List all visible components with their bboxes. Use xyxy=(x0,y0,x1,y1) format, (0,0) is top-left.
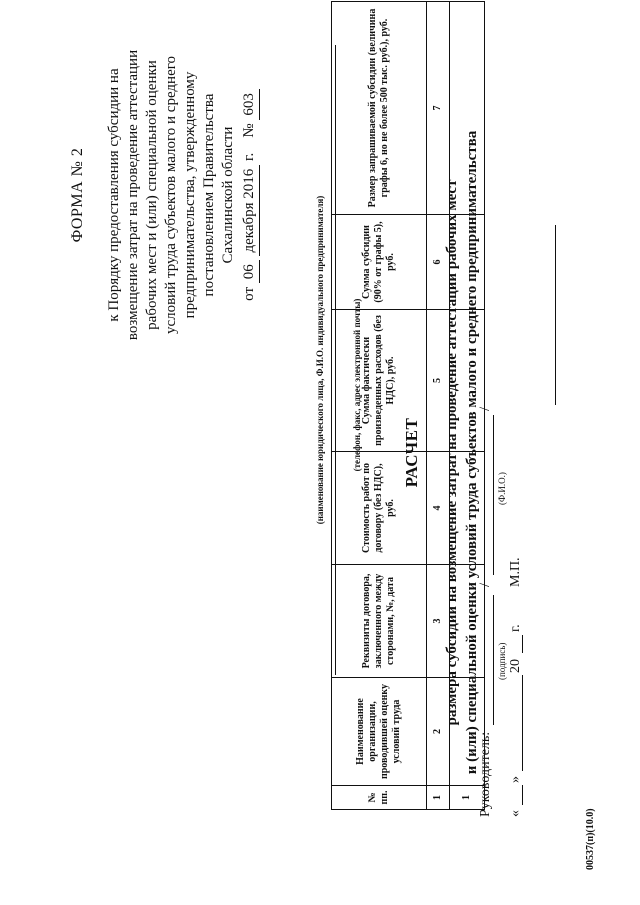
year-suffix: г. xyxy=(508,624,523,632)
header-line: рабочих мест и (или) специальной оценки xyxy=(144,60,160,330)
date-prefix: от xyxy=(241,286,257,301)
table-cell[interactable] xyxy=(450,215,485,310)
header-line: Сахалинской области xyxy=(220,126,236,264)
row-number: 1 xyxy=(450,786,485,810)
form-header xyxy=(68,45,260,345)
title-line-1: размера субсидии на возмещение затрат на проведение аттестации рабочих мест xyxy=(444,179,460,726)
date-suffix: г. xyxy=(241,152,257,161)
table-header-cell: Сумма фактически произведенных расходов (без НДС), руб. xyxy=(332,310,427,452)
title-main: РАСЧЕТ xyxy=(402,417,421,488)
fio-caption: (Ф.И.О.) xyxy=(497,472,507,505)
date-quote-close: » xyxy=(508,776,523,783)
name-caption: (наименование юридического лица, Ф.И.О. индивидуального предпринимателя) xyxy=(315,195,325,525)
table-header-cell: Стоимость работ по договору (без НДС), руб. xyxy=(332,452,427,565)
table-cell[interactable] xyxy=(450,565,485,678)
column-number: 6 xyxy=(427,215,450,310)
header-line: постановлением Правительства xyxy=(201,93,217,297)
table-header-cell: № пп. xyxy=(332,786,427,810)
table-header-cell: Наименование организации, проводившей оценку условий труда xyxy=(332,678,427,786)
date-year-line[interactable] xyxy=(522,635,523,653)
signature-line[interactable] xyxy=(493,595,494,725)
date-quote-open: « xyxy=(508,810,523,817)
column-number: 2 xyxy=(427,678,450,786)
table-header-cell: Размер запрашиваемой субсидии (величина графы 6, но не более 500 тыс. руб.), руб. xyxy=(332,2,427,215)
head-label: Руководитель: xyxy=(478,731,493,817)
form-code: 00537(п)(10.0) xyxy=(585,808,596,870)
stamp-label: М.П. xyxy=(508,557,523,587)
date-month-year: декабря 2016 xyxy=(240,165,260,257)
column-number: 7 xyxy=(427,2,450,215)
date-day: 06 xyxy=(240,260,260,283)
sign-caption: (подпись) xyxy=(497,642,507,680)
header-line: условий труда субъектов малого и среднего xyxy=(163,55,179,335)
table-cell[interactable] xyxy=(450,2,485,215)
date-month-line[interactable] xyxy=(522,675,523,771)
column-number: 1 xyxy=(427,786,450,810)
separator-slash: / xyxy=(477,582,493,587)
date-day-line[interactable] xyxy=(522,785,523,805)
bottom-line xyxy=(555,225,556,405)
number-label: № xyxy=(241,123,257,138)
column-number: 4 xyxy=(427,452,450,565)
year-prefix: 20 xyxy=(508,659,523,673)
resolution-number: 603 xyxy=(240,89,260,120)
contacts-caption: (телефон, факс, адрес электронной почты) xyxy=(352,298,362,472)
table-cell[interactable] xyxy=(450,310,485,452)
header-line: предпринимательства, утвержденному xyxy=(182,71,198,319)
resolution-date xyxy=(240,45,260,345)
table-header-cell: Сумма субсидии (90% от графы 5), руб. xyxy=(332,215,427,310)
title-line-2: и (или) специальной оценки условий труда субъектов малого и среднего предпринимательства xyxy=(464,130,480,775)
calculation-table xyxy=(331,1,485,810)
header-line: возмещение затрат на проведение аттестации xyxy=(125,49,141,341)
fio-line[interactable] xyxy=(493,415,494,575)
table-header-row xyxy=(332,2,427,810)
table-header-cell: Реквизиты договора, заключенного между сторонами, №, дата xyxy=(332,565,427,678)
column-number: 3 xyxy=(427,565,450,678)
table-row xyxy=(450,2,485,810)
form-number: ФОРМА № 2 xyxy=(69,147,86,243)
table-column-number-row xyxy=(427,2,450,810)
separator-slash: / xyxy=(477,406,493,411)
column-number: 5 xyxy=(427,310,450,452)
header-line: к Порядку предоставления субсидии на xyxy=(106,68,122,322)
table-cell[interactable] xyxy=(450,452,485,565)
